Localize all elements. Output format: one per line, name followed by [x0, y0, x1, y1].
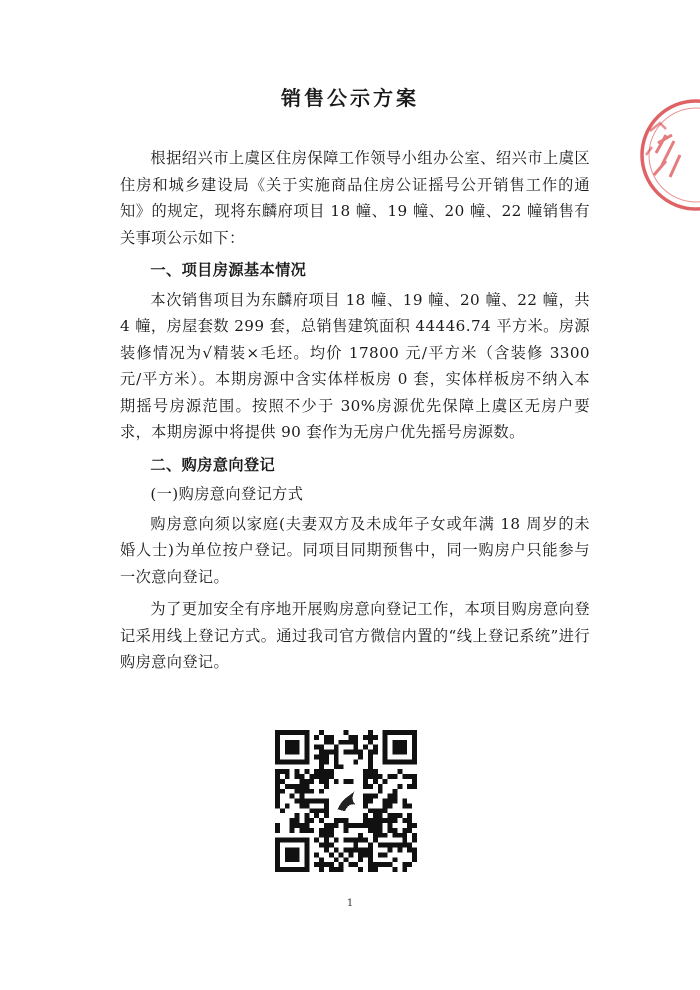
section2-paragraph-1: 购房意向须以家庭(夫妻双方及未成年子女或年满 18 周岁的未婚人士)为单位按户登记。同项目同期预售中，同一购房户只能参与一次意向登记。 — [120, 514, 590, 586]
page-title: 销售公示方案 — [281, 86, 419, 110]
subsection-heading-1: (一)购房意向登记方式 — [150, 485, 304, 503]
section-heading-1: 一、项目房源基本情况 — [150, 261, 307, 279]
section2-paragraph-2: 为了更加安全有序地开展购房意向登记工作，本项目购房意向登记采用线上登记方式。通过我司官方微信内置的“线上登记系统”进行购房意向登记。 — [120, 600, 590, 671]
intro-paragraph: 根据绍兴市上虞区住房保障工作领导小组办公室、绍兴市上虞区住房和城乡建设局《关于实施商品住房公证摇号公开销售工作的通知》的规定，现将东麟府项目 18 幢、19 幢、20 幢、22 幢销售有关事项公示如下： — [120, 149, 590, 247]
document-body — [120, 145, 590, 676]
section1-paragraph: 本次销售项目为东麟府项目 18 幢、19 幢、20 幢、22 幢，共 4 幢，房屋套数 299 套，总销售建筑面积 44446.74 平方米。房源装修情况为√精装×毛坯。均价 17800 元/平方米（含装修 3300 元/平方米）。本期房源中含实体样板房 0 套，实体样板房不纳入本期摇号房源范围。按照不少于 30%房源优先保障上虞区无房户要求，本期房源中将提供 90 套作为无房户优先摇号房源数。 — [120, 290, 590, 441]
section-heading-2: 二、购房意向登记 — [150, 455, 276, 474]
seal-stamp-icon — [636, 95, 700, 215]
page-number: 1 — [346, 898, 354, 909]
qr-code-icon — [275, 730, 417, 872]
